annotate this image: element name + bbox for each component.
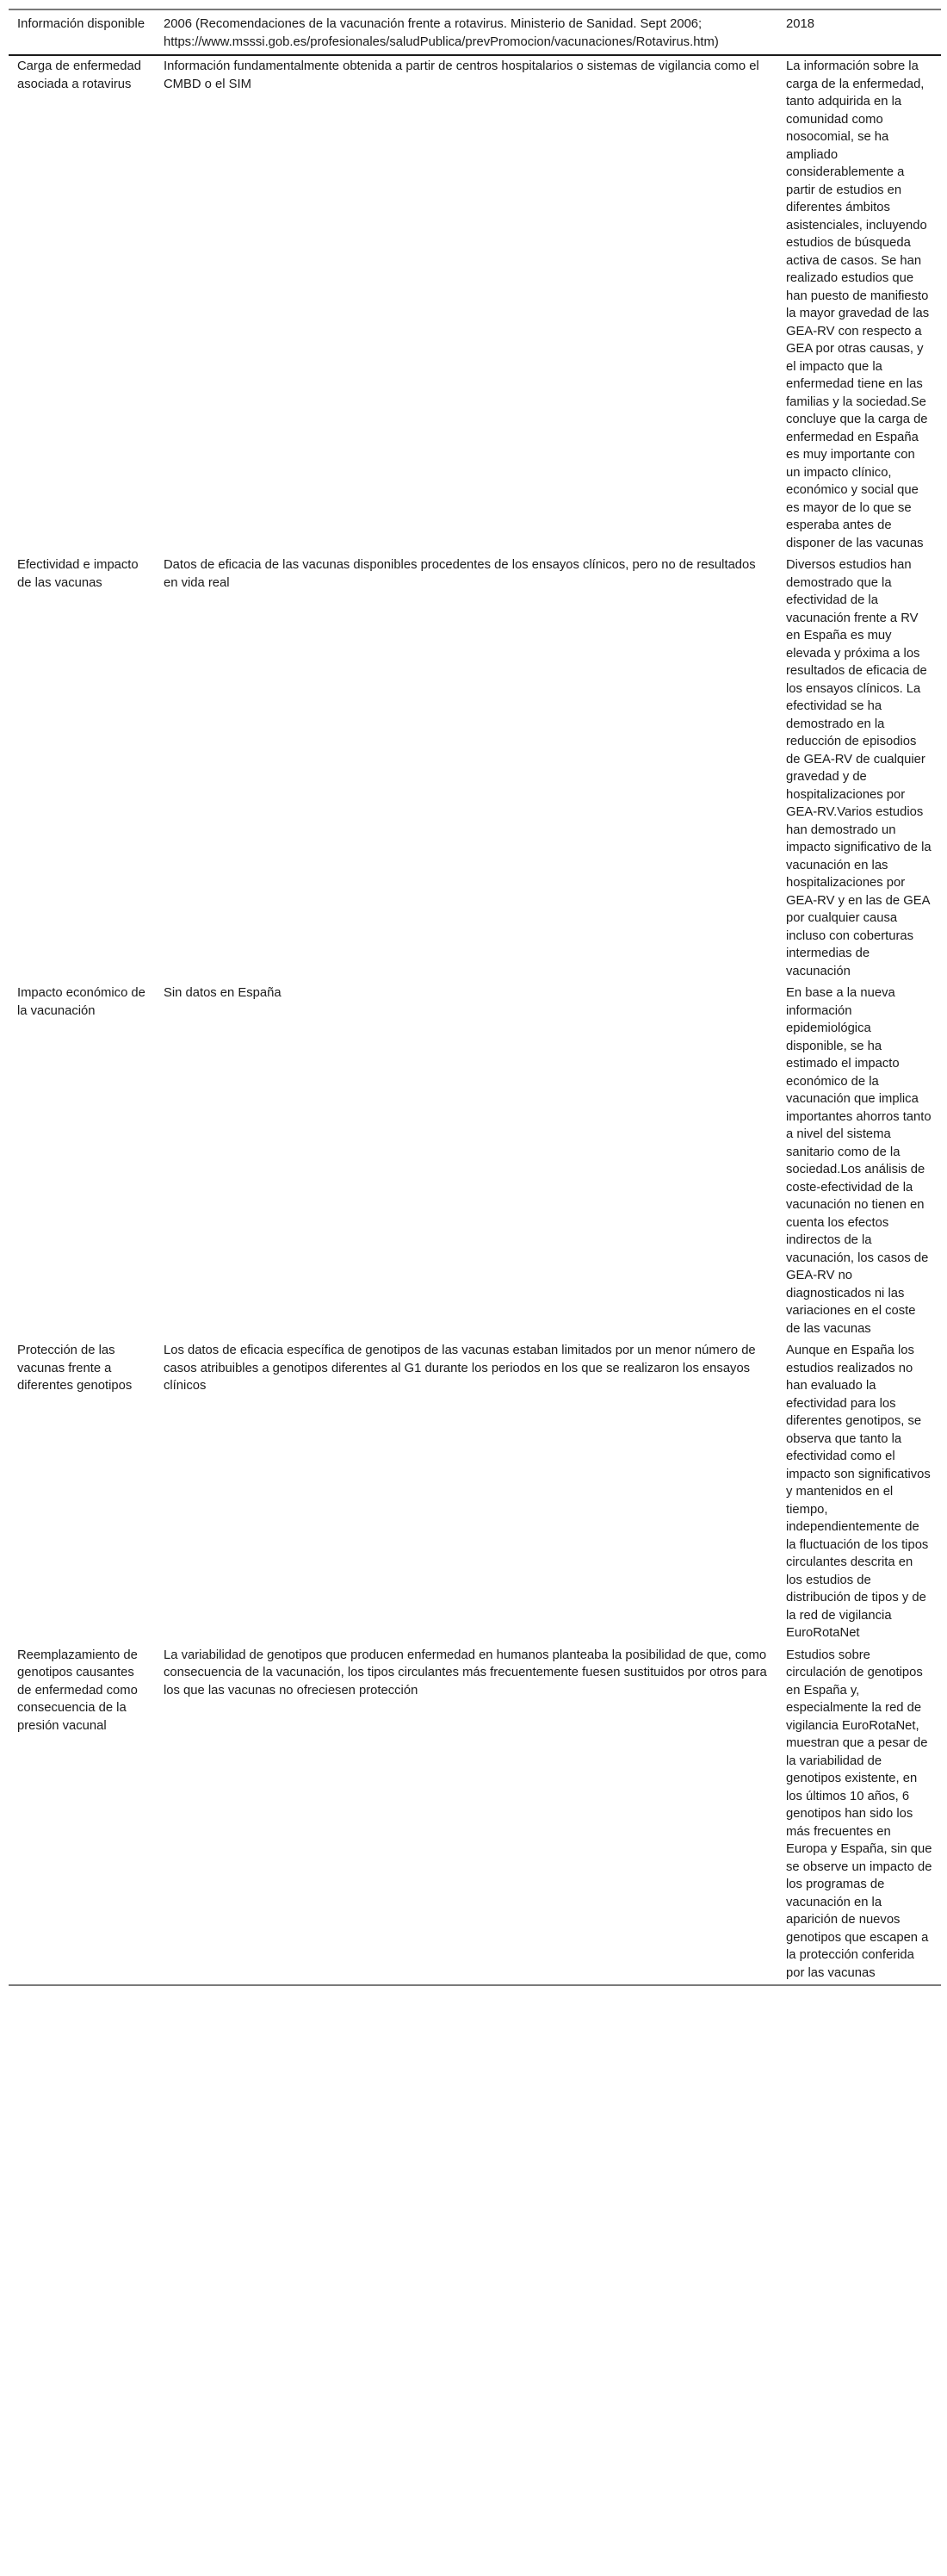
row-2006: Datos de eficacia de las vacunas disponibles procedentes de los ensayos clínicos, pero no de resultados en vida real (164, 558, 756, 590)
table-row (9, 55, 941, 555)
row-topic: Impacto económico de la vacunación (17, 986, 145, 1018)
row-2018: Diversos estudios han demostrado que la efectividad de la vacunación frente a RV en España es muy elevada y próxima a los resultados de eficacia de los ensayos clínicos. La efectividad se ha demostrado en la reducción de episodios de GEA-RV de cualquier gravedad y de hospitalizaciones por GEA-RV.Varios estudios han demostrado un impacto significativo de la vacunación en las hospitalizaciones por GEA-RV y en las de GEA por cualquier causa incluso con coberturas intermedias de vacunación (786, 558, 932, 978)
row-topic: Efectividad e impacto de las vacunas (17, 558, 139, 590)
table-row (9, 555, 941, 983)
row-topic: Reemplazamiento de genotipos causantes de enfermedad como consecuencia de la presión vacunal (17, 1648, 138, 1733)
row-topic: Protección de las vacunas frente a diferentes genotipos (17, 1344, 133, 1393)
row-2018: En base a la nueva información epidemiológica disponible, se ha estimado el impacto económico de la vacunación que implica importantes ahorros tanto a nivel del sistema sanitario como de la sociedad.Los análisis de coste-efectividad de la vacunación no tienen en cuenta los efectos indirectos de la vacunación, los casos de GEA-RV no diagnosticados ni las variaciones en el coste de las vacunas (786, 986, 932, 1336)
comparison-table (9, 9, 941, 1986)
table-row (9, 1645, 941, 1986)
row-2006: Los datos de eficacia específica de genotipos de las vacunas estaban limitados por un menor número de casos atribuibles a genotipos diferentes al G1 durante los periodos en los que se realizaron los ensayos clínicos (164, 1344, 756, 1393)
table-row (9, 983, 941, 1340)
header-info: Información disponible (9, 9, 155, 55)
header-2006: 2006 (Recomendaciones de la vacunación frente a rotavirus. Ministerio de Sanidad. Sept 2006; https://www.msssi.gob.es/profesionales/saludPublica/prevPromocion/vacunaciones/Rotavirus.htm) (155, 9, 777, 55)
row-2006: Sin datos en España (164, 986, 282, 1000)
header-2018: 2018 (777, 9, 941, 55)
comparison-table-container (9, 9, 941, 1986)
row-2018: Aunque en España los estudios realizados no han evaluado la efectividad para los diferentes genotipos, se observa que tanto la efectividad como el impacto son significativos y mantenidos en el tiempo, independientemente de la fluctuación de los tipos circulantes descrita en los estudios de distribución de tipos y de la red de vigilancia EuroRotaNet (786, 1344, 931, 1640)
row-topic: Carga de enfermedad asociada a rotavirus (17, 59, 141, 91)
row-2018: Estudios sobre circulación de genotipos en España y, especialmente la red de vigilancia EuroRotaNet, muestran que a pesar de la variabilidad de genotipos existente, en los últimos 10 años, 6 genotipos han sido los más frecuentes en Europa y España, sin que se observe un impacto de los programas de vacunación en la aparición de nuevos genotipos que escapen a la protección conferida por las vacunas (786, 1648, 932, 1980)
row-2006: La variabilidad de genotipos que producen enfermedad en humanos planteaba la posibilidad de que, como consecuencia de la vacunación, los tipos circulantes más frecuentemente fuesen sustituidos por otros para los que las vacunas no ofreciesen protección (164, 1648, 767, 1698)
row-2006: Información fundamentalmente obtenida a partir de centros hospitalarios o sistemas de vigilancia como el CMBD o el SIM (164, 59, 759, 91)
row-2018: La información sobre la carga de la enfermedad, tanto adquirida en la comunidad como nosocomial, se ha ampliado considerablemente a partir de estudios en diferentes ámbitos asistenciales, incluyendo estudios de búsqueda activa de casos. Se han realizado estudios que han puesto de manifiesto la mayor gravedad de las GEA-RV con respecto a GEA por otras causas, y el impacto que la enfermedad tiene en las familias y la sociedad.Se concluye que la carga de enfermedad en España es muy importante con un impacto clínico, económico y social que es mayor de lo que se esperaba antes de disponer de las vacunas (786, 59, 930, 550)
table-row (9, 1340, 941, 1645)
table-header-row (9, 9, 941, 55)
